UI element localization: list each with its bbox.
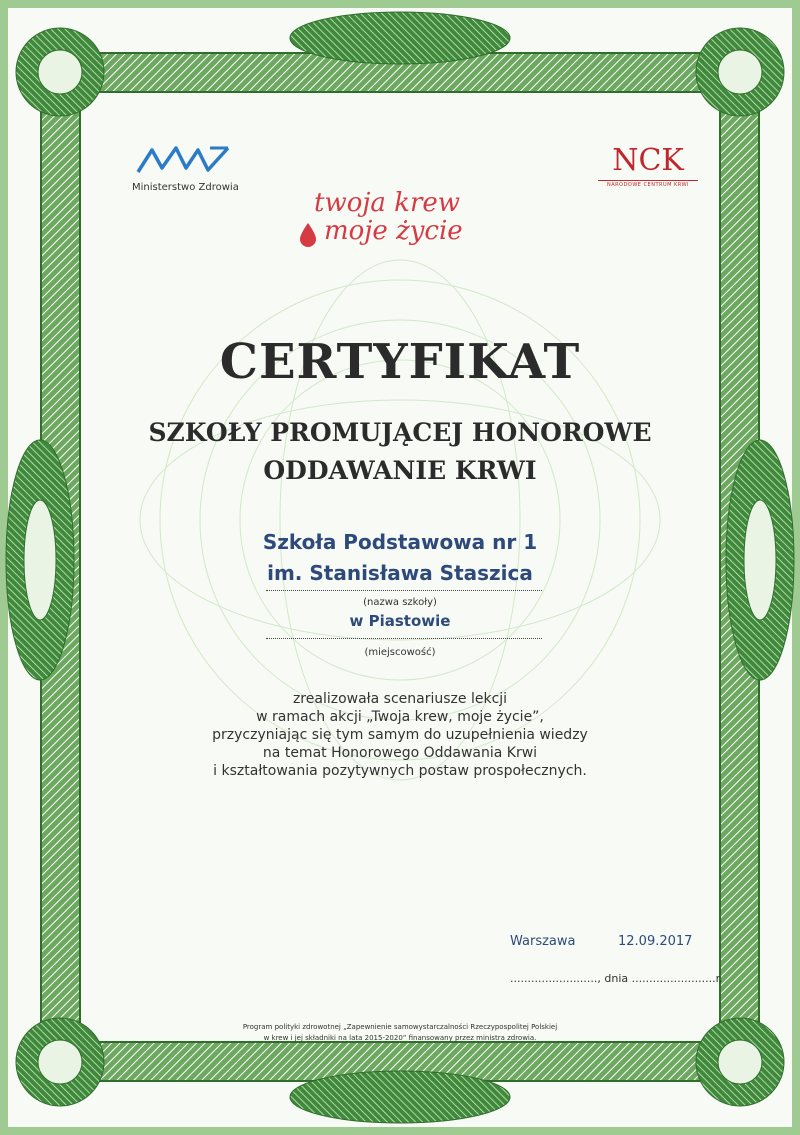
blood-drop-icon [298, 222, 318, 248]
school-name-underline [266, 590, 542, 591]
signing-date: 12.09.2017 [618, 934, 693, 949]
ministry-logo [132, 142, 252, 193]
school-name-caption: (nazwa szkoły) [363, 597, 437, 608]
town-underline [266, 638, 542, 639]
nck-logo [598, 140, 698, 188]
certificate-subtitle-line-1: SZKOŁY PROMUJĄCEJ HONOROWE [148, 418, 652, 447]
school-name-line-2: im. Stanisława Staszica [267, 561, 533, 585]
place-date-line: ........................., dnia ........................r. [510, 972, 723, 985]
nck-logo-mark [601, 140, 695, 176]
certificate-body [0, 690, 800, 780]
slogan-line-1: twoja krew [314, 188, 461, 218]
body-line: w ramach akcji „Twoja krew, moje życie”, [256, 709, 544, 725]
campaign-slogan [298, 188, 548, 258]
body-line: na temat Honorowego Oddawania Krwi [262, 745, 538, 761]
body-line: przyczyniając się tym samym do uzupełnienia wiedzy [212, 727, 588, 743]
certificate-title: CERTYFIKAT [219, 334, 581, 390]
svg-text:NCK: NCK [612, 143, 684, 176]
school-name-line-1: Szkoła Podstawowa nr 1 [262, 530, 538, 554]
footer-line-2: w krew i jej składniki na lata 2015-2020” finansowany przez ministra zdrowia. [263, 1034, 537, 1042]
footer-line-1: Program polityki zdrowotnej „Zapewnienie samowystarczalności Rzeczypospolitej Polskiej [242, 1023, 558, 1031]
program-footer [0, 1022, 800, 1044]
ministry-name: Ministerstwo Zdrowia [132, 182, 239, 193]
nck-subtitle: NARODOWE CENTRUM KRWI [598, 180, 698, 188]
certificate-subtitle-line-2: ODDAWANIE KRWI [263, 456, 537, 485]
ministry-logo-mark [132, 142, 232, 176]
body-line: i kształtowania pozytywnych postaw prospołecznych. [213, 763, 587, 779]
slogan-line-2: moje życie [324, 216, 463, 246]
signing-place: Warszawa [510, 934, 576, 949]
school-town: w Piastowie [349, 612, 451, 630]
town-caption: (miejscowość) [364, 647, 436, 658]
body-line: zrealizowała scenariusze lekcji [292, 691, 508, 707]
